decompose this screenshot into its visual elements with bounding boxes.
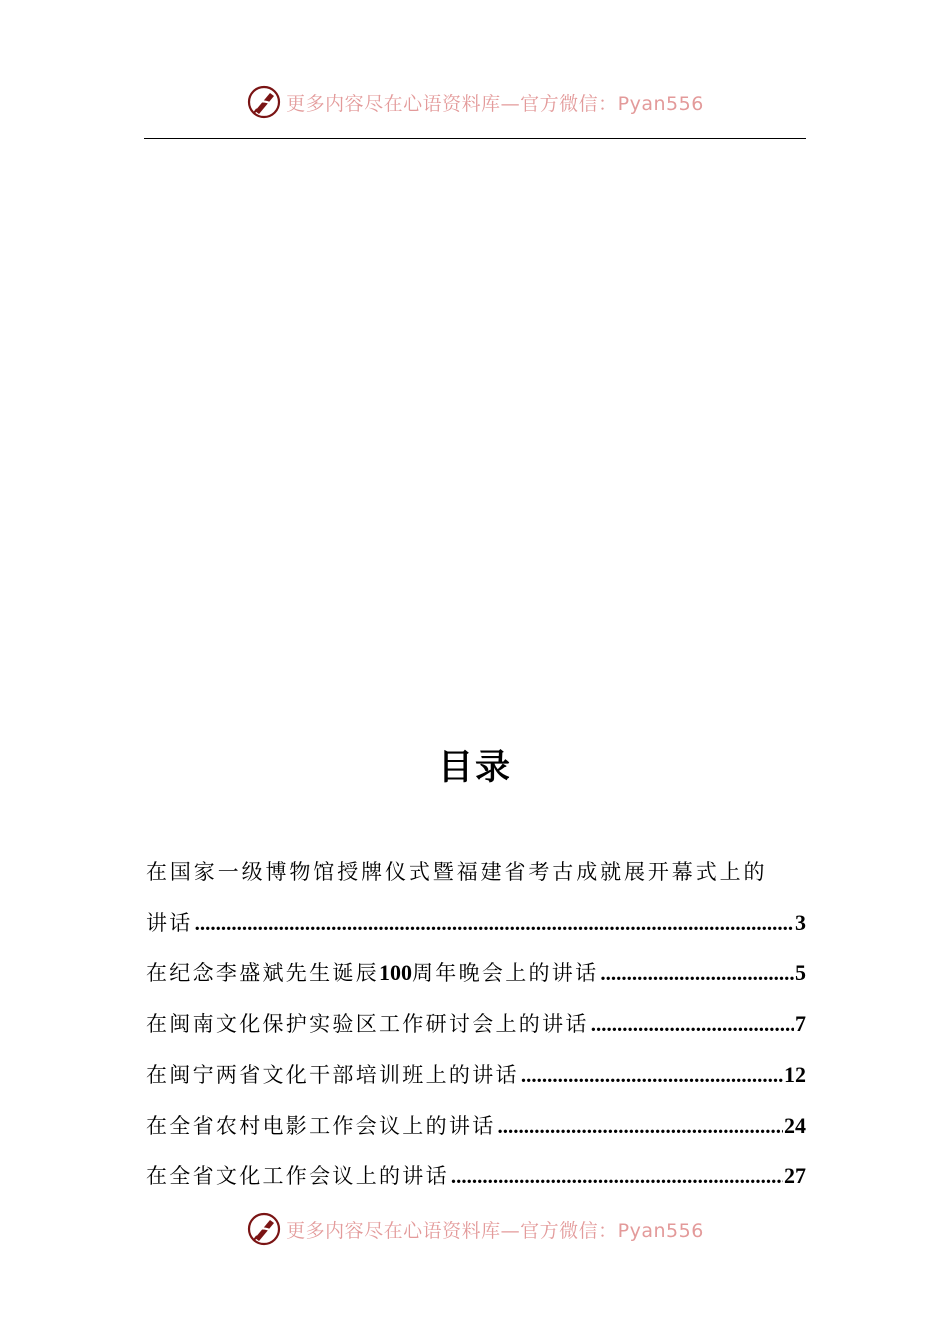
toc-leader-dots [195,899,794,949]
table-of-contents [146,848,806,1202]
toc-entry[interactable] [146,1101,806,1152]
toc-entry-label: 在闽宁两省文化干部培训班上的讲话 [146,1062,519,1087]
toc-entry-label-line1: 在国家一级博物馆授牌仪式暨福建省考古成就展开幕式上的 [146,860,768,884]
toc-entry[interactable] [146,999,806,1050]
toc-title: 目录 [437,748,512,788]
toc-entry[interactable] [146,848,806,948]
toc-leader-dots [498,1102,784,1152]
header-rule [144,138,806,139]
header-banner [0,82,950,122]
pen-logo-icon [246,1211,282,1247]
toc-leader-dots [600,949,794,999]
toc-entry[interactable] [146,1050,806,1101]
toc-entry-label: 在全省文化工作会议上的讲话 [146,1164,449,1189]
toc-page-number: 5 [795,960,806,986]
toc-entry-label: 在全省农村电影工作会议上的讲话 [146,1113,496,1138]
toc-page-number: 7 [795,1011,806,1037]
toc-page-number: 12 [784,1061,806,1087]
footer-banner-text: 更多内容尽在心语资料库—官方微信：Pyan556 [286,1219,704,1242]
toc-page-number: 27 [784,1163,806,1189]
pen-logo-icon [246,84,282,120]
toc-page-number: 24 [784,1112,806,1138]
toc-entry-label-line2: 讲话 [146,910,193,935]
toc-leader-dots [451,1152,783,1202]
toc-entry[interactable] [146,1151,806,1202]
toc-entry[interactable] [146,948,806,999]
header-banner-text: 更多内容尽在心语资料库—官方微信：Pyan556 [286,92,704,115]
toc-entry-label: 在纪念李盛斌先生诞辰100周年晚会上的讲话 [146,960,599,986]
toc-entry-label: 在闽南文化保护实验区工作研讨会上的讲话 [146,1012,589,1037]
footer-banner [0,1209,950,1249]
header-wechat-id: Pyan556 [617,92,704,115]
toc-page-number: 3 [795,909,806,935]
toc-leader-dots [521,1051,783,1101]
footer-wechat-id: Pyan556 [617,1219,704,1242]
toc-leader-dots [591,1000,794,1050]
